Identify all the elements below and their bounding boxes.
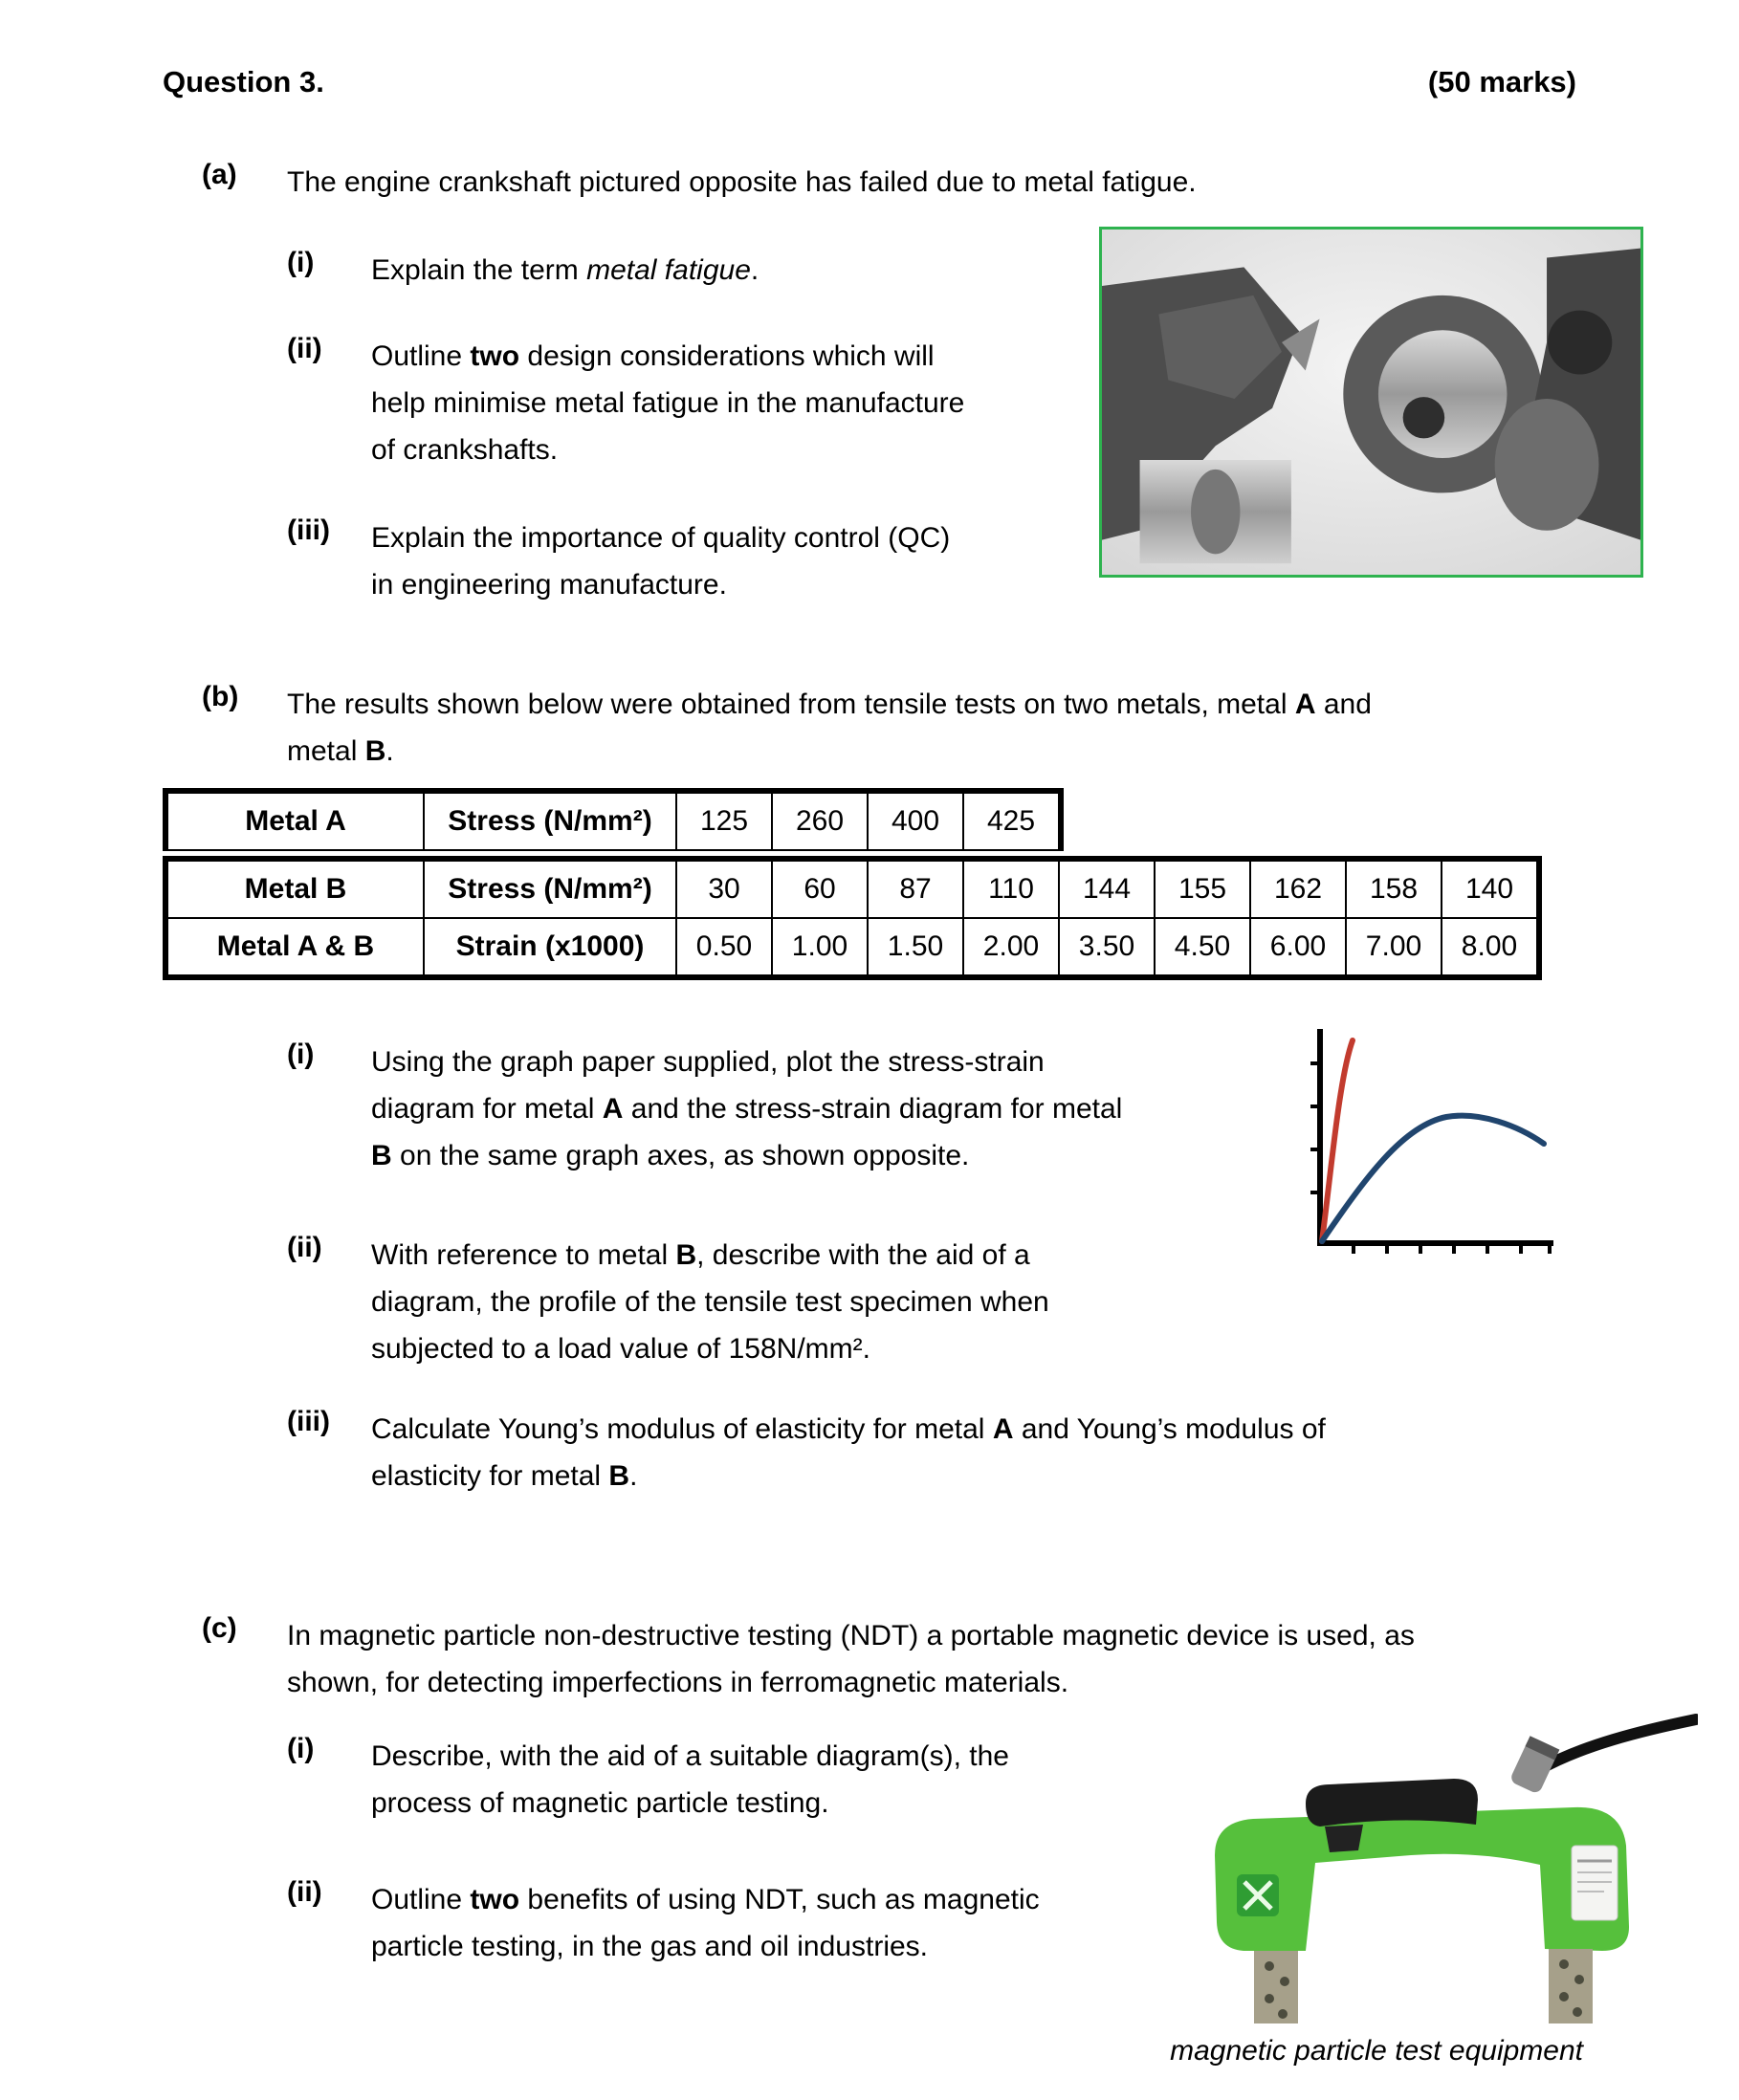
curve-metal-a — [1322, 1040, 1353, 1241]
item-b-i-text: Using the graph paper supplied, plot the stress-strain diagram for metal A and the stress-strain diagram for metal B on the same graph axes, as shown opposite. — [371, 1046, 1123, 1171]
cell: 0.50 — [676, 918, 772, 975]
item-a-i-label: (i) — [287, 247, 315, 278]
item-a-iii-label: (iii) — [287, 514, 330, 546]
row-header: Stress (N/mm²) — [424, 861, 676, 918]
device-pole-legs — [1254, 1949, 1593, 2023]
cell: 8.00 — [1442, 918, 1537, 975]
row-label: Metal A & B — [167, 918, 424, 975]
item-b-iii-text: Calculate Young’s modulus of elasticity for metal A and Young’s modulus of elasticity for metal B. — [371, 1413, 1326, 1492]
cell: 110 — [963, 861, 1059, 918]
cell: 4.50 — [1155, 918, 1250, 975]
item-c-ii-label: (ii) — [287, 1876, 322, 1908]
axis-ticks — [1310, 1063, 1550, 1254]
crankshaft-illustration — [1102, 230, 1640, 575]
item-b-ii-label: (ii) — [287, 1232, 322, 1263]
cell: 6.00 — [1250, 918, 1346, 975]
cell: 162 — [1250, 861, 1346, 918]
item-b-ii-text: With reference to metal B, describe with the aid of a diagram, the profile of the tensile test specimen when subjected to a load value of 158N/mm². — [371, 1239, 1049, 1365]
row-label: Metal A — [167, 793, 424, 850]
row-label: Metal B — [167, 861, 424, 918]
cell: 2.00 — [963, 918, 1059, 975]
cell: 400 — [868, 793, 963, 850]
cell: 30 — [676, 861, 772, 918]
table-row-strain — [167, 918, 1537, 975]
item-b-iii-label: (iii) — [287, 1406, 330, 1437]
crankshaft-photo — [1099, 227, 1643, 578]
row-header: Strain (x1000) — [424, 918, 676, 975]
table-row-metal-b — [167, 861, 1537, 918]
item-a-ii-text: Outline two design considerations which will help minimise metal fatigue in the manufacture of crankshafts. — [371, 340, 965, 466]
question-title: Question 3. — [163, 65, 324, 98]
section-c-label: (c) — [202, 1612, 237, 1644]
device-caption: magnetic particle test equipment — [1170, 2035, 1583, 2067]
magnetic-device-photo — [1162, 1712, 1698, 2029]
row-header: Stress (N/mm²) — [424, 793, 676, 850]
cell: 158 — [1346, 861, 1442, 918]
item-c-i-text: Describe, with the aid of a suitable diagram(s), the process of magnetic particle testing. — [371, 1740, 1009, 1819]
section-a-intro: The engine crankshaft pictured opposite has failed due to metal fatigue. — [287, 166, 1197, 198]
marks-label: (50 marks) — [1427, 65, 1576, 98]
item-c-i-label: (i) — [287, 1733, 315, 1764]
item-b-i-label: (i) — [287, 1039, 315, 1070]
item-a-ii-label: (ii) — [287, 333, 322, 364]
section-b-label: (b) — [202, 681, 239, 712]
cell: 144 — [1059, 861, 1155, 918]
cell: 140 — [1442, 861, 1537, 918]
cell: 155 — [1155, 861, 1250, 918]
cell: 1.00 — [772, 918, 868, 975]
cell: 1.50 — [868, 918, 963, 975]
item-a-i-text: Explain the term metal fatigue. — [371, 254, 759, 286]
tensile-results-table — [163, 788, 1542, 980]
stress-strain-axes — [1293, 1025, 1557, 1266]
stress-strain-sketch — [1293, 1025, 1557, 1266]
cell: 87 — [868, 861, 963, 918]
section-b-intro: The results shown below were obtained from tensile tests on two metals, metal A and metal B. — [287, 689, 1372, 767]
cell: 60 — [772, 861, 868, 918]
section-c-intro: In magnetic particle non-destructive testing (NDT) a portable magnetic device is used, as shown, for detecting imperfections in ferromagnetic materials. — [287, 1620, 1415, 1698]
cell: 125 — [676, 793, 772, 850]
table-rows-metal-b-strain — [163, 856, 1542, 980]
cell: 7.00 — [1346, 918, 1442, 975]
item-a-iii-text: Explain the importance of quality control (QC) in engineering manufacture. — [371, 522, 951, 601]
table-row-metal-a — [163, 788, 1064, 851]
cell: 425 — [963, 793, 1059, 850]
cell: 3.50 — [1059, 918, 1155, 975]
magnetic-device-illustration — [1162, 1712, 1698, 2029]
section-a-label: (a) — [202, 159, 237, 190]
cell: 260 — [772, 793, 868, 850]
curve-metal-b — [1322, 1116, 1544, 1241]
item-c-ii-text: Outline two benefits of using NDT, such as magnetic particle testing, in the gas and oil industries. — [371, 1884, 1040, 1962]
